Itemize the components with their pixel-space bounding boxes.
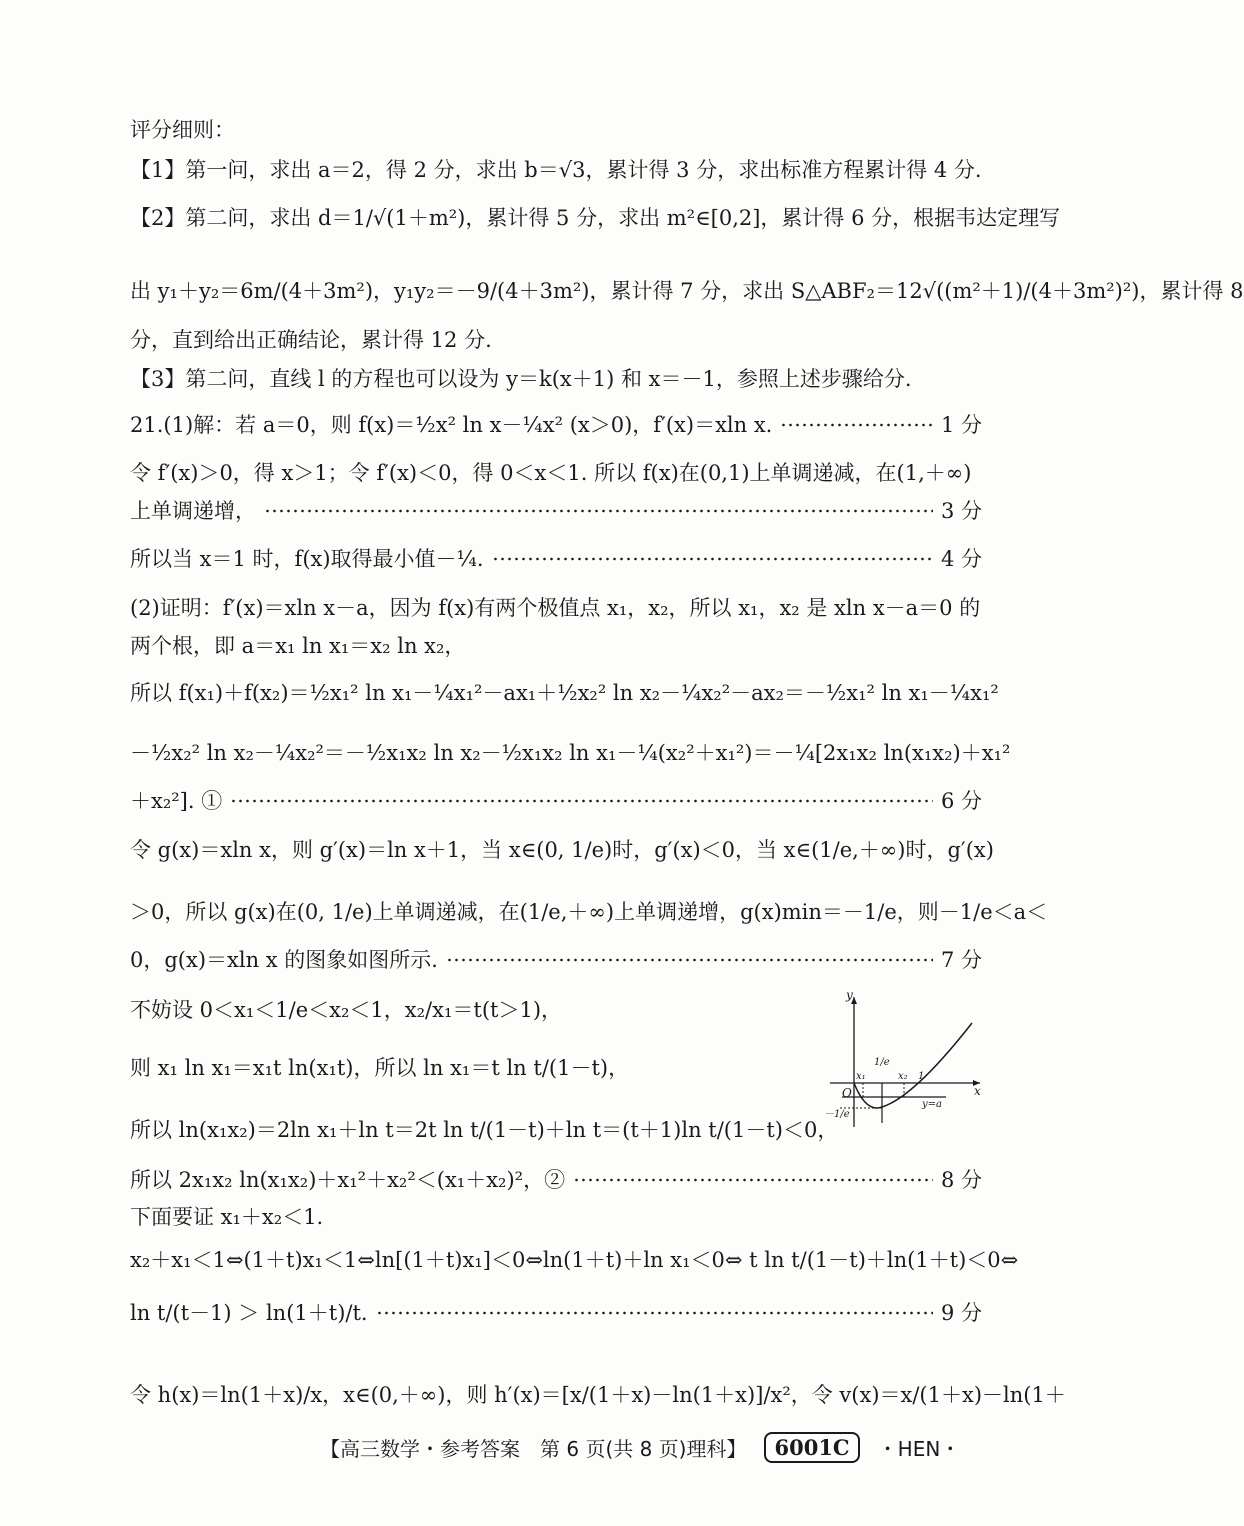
score-points: 1 分 [940, 413, 982, 437]
scoring-rule-2c: 分，直到给出正确结论，累计得 12 分. [130, 328, 492, 352]
region-code: ・HEN・ [877, 1437, 961, 1461]
curve-xlnx [854, 1023, 972, 1108]
score-points: 7 分 [940, 948, 982, 972]
q21-text: ＋x₂²]. ① [130, 789, 223, 813]
origin-label: O [842, 1086, 852, 1100]
leader-dots [230, 797, 933, 805]
line-y-a-label: y=a [922, 1099, 942, 1110]
score-points: 4 分 [940, 547, 982, 571]
q21-line-13: 不妨设 0＜x₁＜1/e＜x₂＜1，x₂/x₁＝t(t＞1)， [130, 998, 563, 1022]
q21-text: 所以当 x＝1 时，f(x)取得最小值－¼. [130, 547, 484, 571]
q21-line-19 [130, 1298, 982, 1328]
leader-dots [446, 956, 933, 964]
q21-line-16 [130, 1165, 982, 1195]
q21-line-15: 所以 ln(x₁x₂)＝2ln x₁＋ln t＝2t ln t/(1－t)＋ln t＝(t＋1)ln t/(1－t)＜0， [130, 1118, 839, 1142]
q21-line-14: 则 x₁ ln x₁＝x₁t ln(x₁t)，所以 ln x₁＝t ln t/(1－t)， [130, 1056, 630, 1080]
score-points: 8 分 [940, 1168, 982, 1192]
q21-line-10: 令 g(x)＝xln x，则 g′(x)＝ln x＋1，当 x∈(0, 1/e)时，g′(x)＜0，当 x∈(1/e,＋∞)时，g′(x) [130, 838, 994, 862]
leader-dots [376, 1309, 933, 1317]
scoring-rule-2b: 出 y₁＋y₂＝6m/(4＋3m²)，y₁y₂＝－9/(4＋3m²)，累计得 7 分，求出 S△ABF₂＝12√((m²＋1)/(4＋3m²)²)，累计得 8 [130, 279, 1244, 303]
q21-line-20: 令 h(x)＝ln(1＋x)/x，x∈(0,＋∞)，则 h′(x)＝[x/(1＋x)－ln(1＋x)]/x²，令 v(x)＝x/(1＋x)－ln(1＋ [130, 1383, 1066, 1407]
y-axis-label: y [846, 988, 853, 1002]
q21-line-1 [130, 410, 982, 440]
q21-line-18: x₂＋x₁＜1⇔(1＋t)x₁＜1⇔ln[(1＋t)x₁]＜0⇔ln(1＋t)＋ln x₁＜0⇔ t ln t/(1－t)＋ln(1＋t)＜0⇔ [130, 1248, 1019, 1272]
q21-line-2: 令 f′(x)＞0，得 x＞1；令 f′(x)＜0，得 0＜x＜1. 所以 f(x)在(0,1)上单调递减，在(1,＋∞) [130, 461, 972, 485]
leader-dots [780, 421, 933, 429]
q21-line-17: 下面要证 x₁＋x₂＜1. [130, 1205, 324, 1229]
page-footer [320, 1432, 960, 1463]
q21-line-11: ＞0，所以 g(x)在(0, 1/e)上单调递减，在(1/e,＋∞)上单调递增，g(x)min＝－1/e，则－1/e＜a＜ [130, 900, 1048, 924]
xlnx-graph [822, 985, 988, 1135]
x1-label: x₁ [856, 1071, 866, 1082]
scoring-rule-3: 【3】第二问，直线 l 的方程也可以设为 y＝k(x＋1) 和 x＝－1，参照上述步骤给分. [130, 367, 912, 391]
x-axis-label: x [974, 1084, 981, 1098]
q21-line-6: 两个根，即 a＝x₁ ln x₁＝x₂ ln x₂， [130, 634, 466, 658]
q21-text: ln t/(t－1) ＞ ln(1＋t)/t. [130, 1301, 368, 1325]
x2-label: x₂ [898, 1071, 908, 1082]
paper-code: 6001C [764, 1432, 859, 1463]
q21-text: 所以 2x₁x₂ ln(x₁x₂)＋x₁²＋x₂²＜(x₁＋x₂)²，② [130, 1168, 566, 1192]
q21-text: 上单调递增， [130, 499, 256, 523]
q21-line-8: －½x₂² ln x₂－¼x₂²＝－½x₁x₂ ln x₂－½x₁x₂ ln x₁－¼(x₂²＋x₁²)＝－¼[2x₁x₂ ln(x₁x₂)＋x₁² [130, 741, 1011, 765]
q21-line-12 [130, 945, 982, 975]
q21-line-5: (2)证明：f′(x)＝xln x－a，因为 f(x)有两个极值点 x₁，x₂，所以 x₁，x₂ 是 xln x－a＝0 的 [130, 596, 981, 620]
score-points: 3 分 [940, 499, 982, 523]
q21-text: 0，g(x)＝xln x 的图象如图所示. [130, 948, 438, 972]
scoring-rule-1: 【1】第一问，求出 a＝2，得 2 分，求出 b＝√3，累计得 3 分，求出标准方程累计得 4 分. [130, 158, 982, 182]
q21-line-7: 所以 f(x₁)＋f(x₂)＝½x₁² ln x₁－¼x₁²－ax₁＋½x₂² ln x₂－¼x₂²－ax₂＝－½x₁² ln x₁－¼x₁² [130, 681, 999, 705]
neg-inv-e-label: －1/e [824, 1109, 850, 1120]
scoring-heading: 评分细则： [130, 118, 235, 142]
leader-dots [492, 555, 933, 563]
score-points: 6 分 [940, 789, 982, 813]
footer-text: 【高三数学・参考答案 第 6 页(共 8 页)理科】 [320, 1437, 747, 1461]
one-label: 1 [918, 1071, 925, 1082]
inv-e-label: 1/e [874, 1057, 890, 1068]
q21-line-4 [130, 544, 982, 574]
q21-line-3 [130, 496, 982, 526]
leader-dots [264, 507, 933, 515]
scoring-rule-2a: 【2】第二问，求出 d＝1/√(1＋m²)，累计得 5 分，求出 m²∈[0,2]，累计得 6 分，根据韦达定理写 [130, 206, 1061, 230]
q21-text: 21.(1)解：若 a＝0，则 f(x)＝½x² ln x－¼x² (x＞0)，f′(x)＝xln x. [130, 413, 773, 437]
q21-line-9 [130, 786, 982, 816]
leader-dots [573, 1176, 933, 1184]
score-points: 9 分 [940, 1301, 982, 1325]
